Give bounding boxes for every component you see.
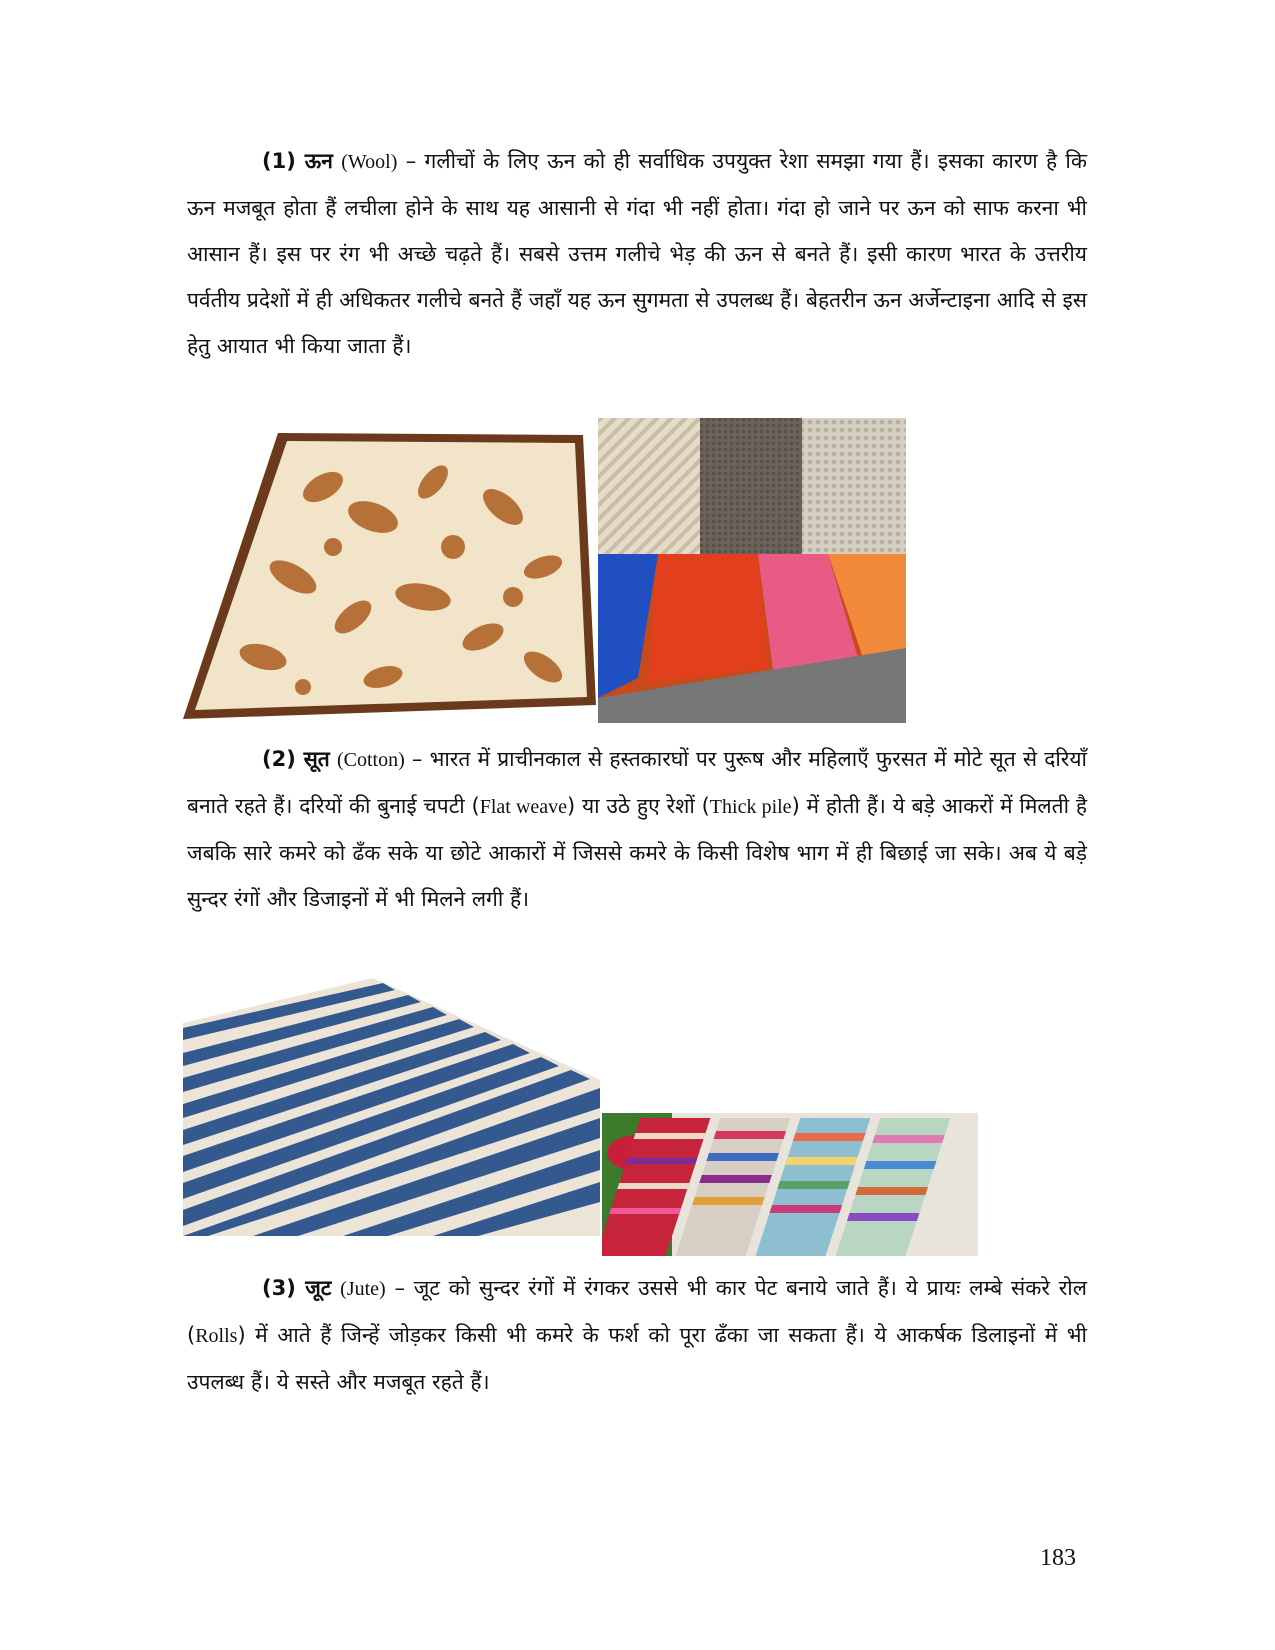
striped-cotton-durrie-image: [183, 978, 600, 1236]
paragraph-cotton: [187, 736, 1087, 922]
floral-wool-rug-image: [183, 427, 596, 719]
flat-weave-term: Flat weave: [479, 796, 568, 818]
term-wool-english: (Wool): [341, 151, 398, 173]
wool-text: – गलीचों के लिए ऊन को ही सर्वाधिक उपयुक्त रेशा समझा गया हैं। इसका कारण है कि ऊन मजबूत होता हैं लचीला होने के साथ यह आसानी से गंदा भी नहीं होता। गंदा हो जाने पर ऊन को साफ करना भी आसान हैं। इस पर रंग भी अच्छे चढ़ते हैं। सबसे उत्तम गलीचे भेड़ की ऊन से बनते हैं। इसी कारण भारत के उत्तरीय पर्वतीय प्रदेशों में ही अधिकतर गलीचे बनते हैं जहाँ यह ऊन सुगमता से उपलब्ध हैं। बेहतरीन ऊन अर्जेन्टाइना आदि से इस हेतु आयात भी किया जाता हैं।: [187, 149, 1087, 358]
page-number: 183: [1040, 1545, 1076, 1571]
term-jute-english: (Jute): [340, 1278, 386, 1300]
thick-pile-term: Thick pile: [709, 796, 792, 818]
paragraph-wool: [187, 138, 1087, 369]
cotton-text-2: ) या उठे हुए रेशों (: [567, 794, 710, 818]
rolled-cotton-rugs-image: [602, 1113, 978, 1256]
paragraph-jute: [187, 1265, 1087, 1405]
term-cotton-english: (Cotton): [336, 749, 405, 771]
wool-texture-samples-image: [598, 418, 906, 723]
jute-text-2: ) में आते हैं जिन्हें जोड़कर किसी भी कमरे के फर्श को पूरा ढँका जा सकता हैं। ये आकर्षक डिलाइनों में भी उपलब्ध हैं। ये सस्ते और मजबूत रहते हैं।: [187, 1323, 1087, 1394]
rolls-term: Rolls: [195, 1325, 238, 1347]
term-cotton: (2) सूत: [262, 747, 330, 771]
cotton-text-3: ) में होती हैं। ये बड़े आकरों में मिलती है जबकि सारे कमरे को ढँक सके या छोटे आकारों में जिससे कमरे के किसी विशेष भाग में ही बिछाई जा सके। अब ये बड़े सुन्दर रंगों और डिजाइनों में भी मिलने लगी हैं।: [187, 794, 1087, 911]
term-jute: (3) जूट: [262, 1276, 332, 1300]
term-wool: (1) ऊन: [262, 149, 333, 173]
cotton-text-1: – भारत में प्राचीनकाल से हस्तकारघों पर पुरूष और महिलाएँ फुरसत में मोटे सूत से दरियाँ बनाते रहते हैं। दरियों की बुनाई चपटी (: [187, 747, 1087, 818]
jute-text-1: – जूट को सुन्दर रंगों में रंगकर उससे भी कार पेट बनाये जाते हैं। ये प्रायः लम्बे संकरे रोल (: [187, 1276, 1087, 1347]
